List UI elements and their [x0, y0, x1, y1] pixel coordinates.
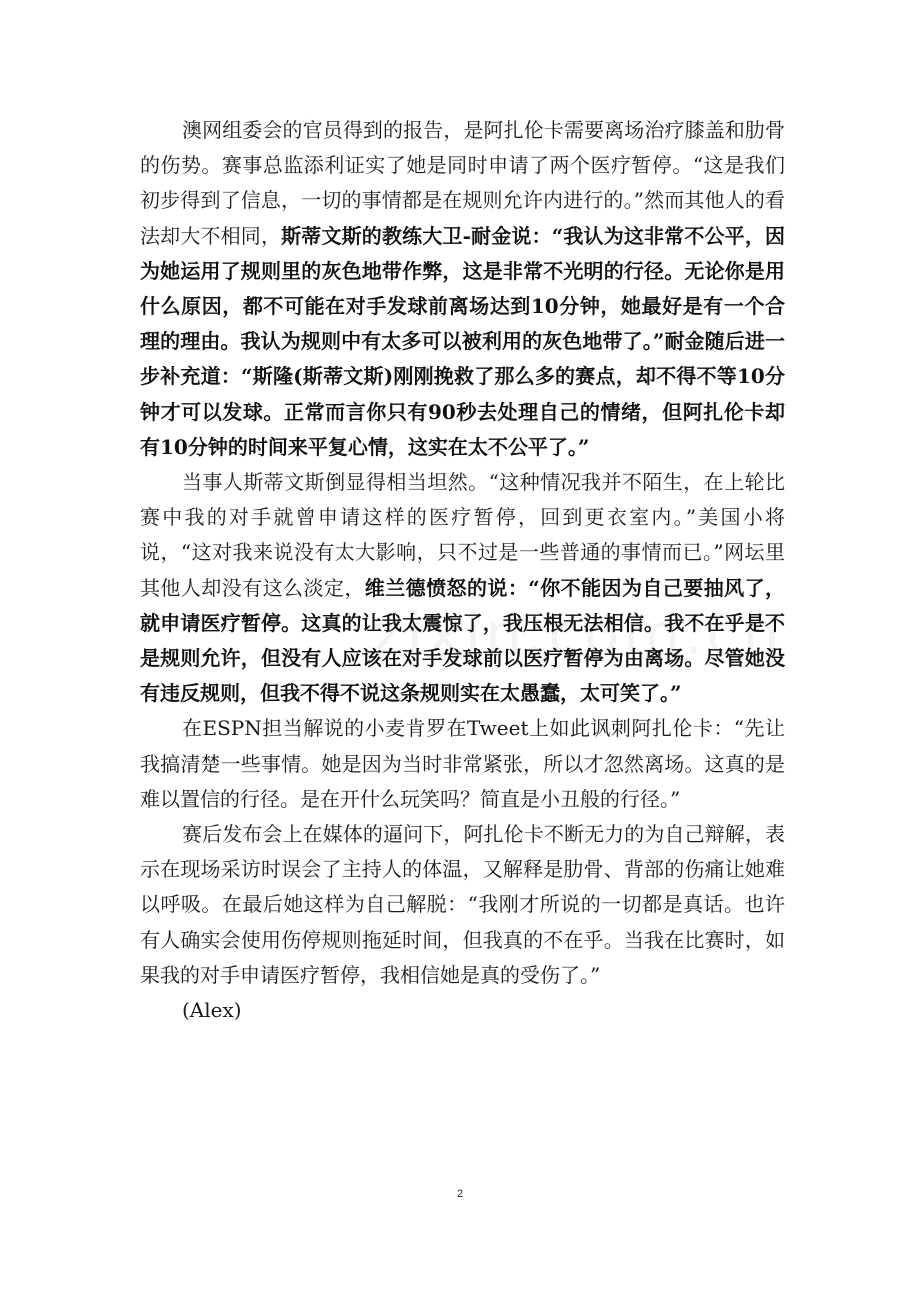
article-body: [140, 113, 785, 1028]
paragraph-1-bold-quote: 斯蒂文斯的教练大卫-耐金说：“我认为这非常不公平，因为她运用了规则里的灰色地带作弊，这是非常不光明的行径。无论你是用什么原因，都不可能在对手发球前离场达到10分钟，她最好是有一个合理的理由。我认为规则中有太多可以被利用的灰色地带了。”耐金随后进一步补充道：“斯隆(斯蒂文斯)刚刚挽救了那么多的赛点，却不得不等10分钟才可以发球。正常而言你只有90秒去处理自己的情绪，但阿扎伦卡却有10分钟的时间来平复心情，这实在太不公平了。”: [140, 223, 785, 459]
paragraph-3: 在ESPN担当解说的小麦肯罗在Tweet上如此讽刺阿扎伦卡：“先让我搞清楚一些事情。她是因为当时非常紧张，所以才忽然离场。这真的是难以置信的行径。是在开什么玩笑吗？简直是小丑般的行径。”: [140, 716, 785, 811]
paragraph-2: [140, 465, 785, 711]
paragraph-2-text: 当事人斯蒂文斯倒显得相当坦然。“这种情况我并不陌生，在上轮比赛中我的对手就曾申请这样的医疗暂停，回到更衣室内。”美国小将说，“这对我来说没有太大影响，只不过是一些普通的事情而已。”网坛里其他人却没有这么淡定，: [140, 470, 785, 600]
paragraph-2-bold-quote: 维兰德愤怒的说：“你不能因为自己要抽风了，就申请医疗暂停。这真的让我太震惊了，我压根无法相信。我不在乎是不是规则允许，但没有人应该在对手发球前以医疗暂停为由离场。尽管她没有违反规则，但我不得不说这条规则实在太愚蠢，太可笑了。”: [140, 575, 786, 706]
paragraph-1: [140, 113, 785, 465]
author-signature: (Alex): [182, 998, 242, 1023]
page-number: 2: [456, 1188, 464, 1200]
paragraph-1-text: 澳网组委会的官员得到的报告，是阿扎伦卡需要离场治疗膝盖和肋骨的伤势。赛事总监添利证实了她是同时申请了两个医疗暂停。“这是我们初步得到了信息，一切的事情都是在规则允许内进行的。”然而其他人的看法却大不相同，: [140, 118, 785, 248]
paragraph-4: 赛后发布会上在媒体的逼问下，阿扎伦卡不断无力的为自己辩解，表示在现场采访时误会了主持人的体温，又解释是肋骨、背部的伤痛让她难以呼吸。在最后她这样为自己解脱：“我刚才所说的一切都是真话。也许有人确实会使用伤停规则拖延时间，但我真的不在乎。当我在比赛时，如果我的对手申请医疗暂停，我相信她是真的受伤了。”: [140, 822, 785, 987]
